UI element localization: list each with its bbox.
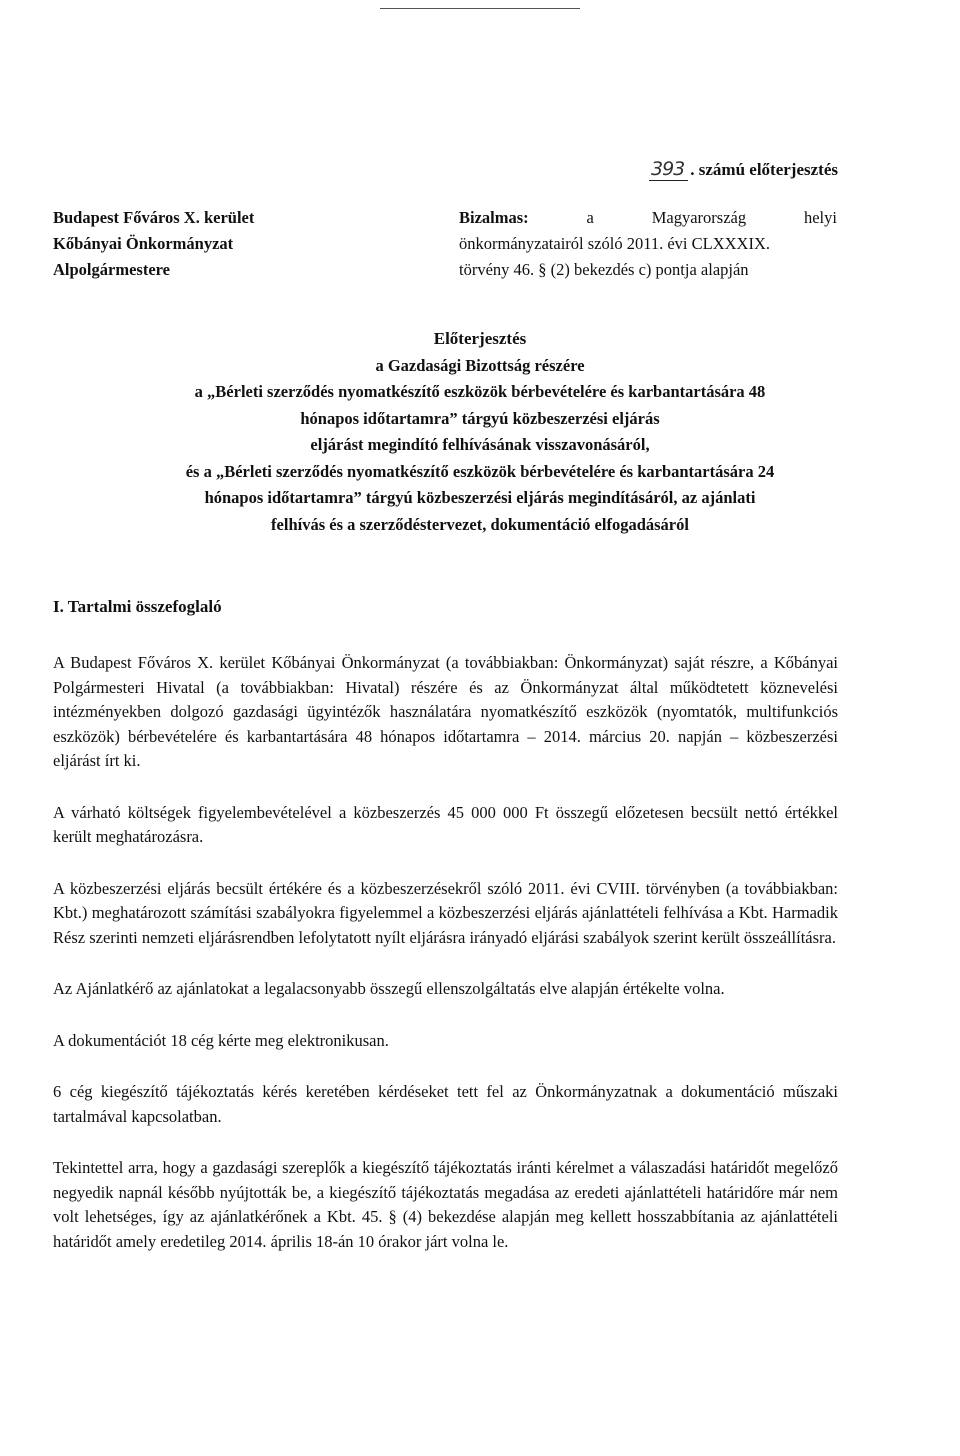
issuer-line: Kőbányai Önkormányzat — [53, 234, 234, 253]
confidential-word: Magyarország — [651, 208, 747, 227]
paragraph: A Budapest Főváros X. kerület Kőbányai Önkormányzat (a továbbiakban: Önkormányzat) saját részre, a Kőbányai Polgármesteri Hivatal (a továbbiakban: Hivatal) részére és az Önkormányzat által működtetett köznevelési intézményekben dolgozó gazdasági ügyintézők használatára nyomatkészítő eszközök (nyomtatók, multifunkciós eszközök) bérbevételére és karbantartására 48 hónapos időtartamra – 2014. március 20. napján – közbeszerzési eljárást írt ki. — [53, 653, 838, 770]
document-number — [649, 158, 838, 181]
document-title — [0, 326, 960, 538]
section-heading: I. Tartalmi összefoglaló — [53, 597, 222, 616]
title-line: eljárást megindító felhívásának visszavonásáról, — [310, 435, 650, 454]
title-line: hónapos időtartamra” tárgyú közbeszerzési eljárás — [300, 408, 660, 428]
confidentiality-line: önkormányzatairól szóló 2011. évi CLXXXIX. — [459, 234, 770, 253]
paragraph: A dokumentációt 18 cég kérte meg elektronikusan. — [53, 1030, 389, 1050]
title-line: a Gazdasági Bizottság részére — [375, 355, 585, 375]
handwritten-number: 393 — [649, 158, 688, 181]
paragraph: 6 cég kiegészítő tájékoztatás kérés keretében kérdéseket tett fel az Önkormányzatnak a dokumentáció műszaki tartalmával kapcsolatban. — [53, 1082, 838, 1126]
paragraph: A közbeszerzési eljárás becsült értékére és a közbeszerzésekről szóló 2011. évi CVIII. törvényben (a továbbiakban: Kbt.) meghatározott számítási szabályokra figyelemmel a közbeszerzési eljárás ajánlattételi felhívása a Kbt. Harmadik Rész szerinti nemzeti eljárásrendben lefolytatott nyílt eljárásra irányadó eljárási szabályok szerint került összeállításra. — [53, 878, 838, 947]
title-line: felhívás és a szerződéstervezet, dokumentáció elfogadásáról — [271, 514, 689, 534]
paragraph: Az Ajánlatkérő az ajánlatokat a legalacsonyabb összegű ellenszolgáltatás elve alapján értékelte volna. — [53, 979, 725, 998]
confidential-word: helyi — [803, 208, 837, 227]
paragraph: A várható költségek figyelembevételével a közbeszerzés 45 000 000 Ft összegű előzetesen becsült nettó értékkel került meghatározásra. — [53, 802, 838, 846]
top-divider-line — [380, 8, 580, 9]
title-line: és a „Bérleti szerződés nyomatkészítő eszközök bérbevételére és karbantartására 24 — [185, 461, 775, 481]
document-body — [53, 596, 838, 1281]
paragraph: Tekintettel arra, hogy a gazdasági szereplők a kiegészítő tájékoztatás iránti kérelmet a válaszadási határidőt megelőző negyedik napnál később nyújtották be, a kiegészítő tájékoztatás megadása az eredeti ajánlattételi határidőre már nem volt lehetséges, így az ajánlatkérőnek a Kbt. 45. § (4) bekezdése alapján meg kellett hosszabbítania az ajánlattételi határidőt amely eredetileg 2014. április 18-án 10 órakor járt volna le. — [53, 1158, 838, 1251]
document-number-label: . számú előterjesztés — [690, 160, 838, 179]
confidential-label: Bizalmas: — [459, 208, 529, 227]
confidentiality-line: törvény 46. § (2) bekezdés c) pontja alapján — [459, 260, 749, 279]
title-line: Előterjesztés — [433, 329, 527, 348]
confidentiality-line — [459, 205, 837, 231]
confidential-word: a — [586, 208, 594, 227]
title-line: a „Bérleti szerződés nyomatkészítő eszközök bérbevételére és karbantartására 48 — [194, 382, 766, 401]
issuer-line: Alpolgármestere — [53, 260, 170, 279]
issuer-block — [53, 205, 254, 283]
title-line: hónapos időtartamra” tárgyú közbeszerzési eljárás megindításáról, az ajánlati — [204, 488, 756, 507]
issuer-line: Budapest Főváros X. kerület — [53, 208, 255, 227]
confidentiality-note — [459, 205, 837, 283]
